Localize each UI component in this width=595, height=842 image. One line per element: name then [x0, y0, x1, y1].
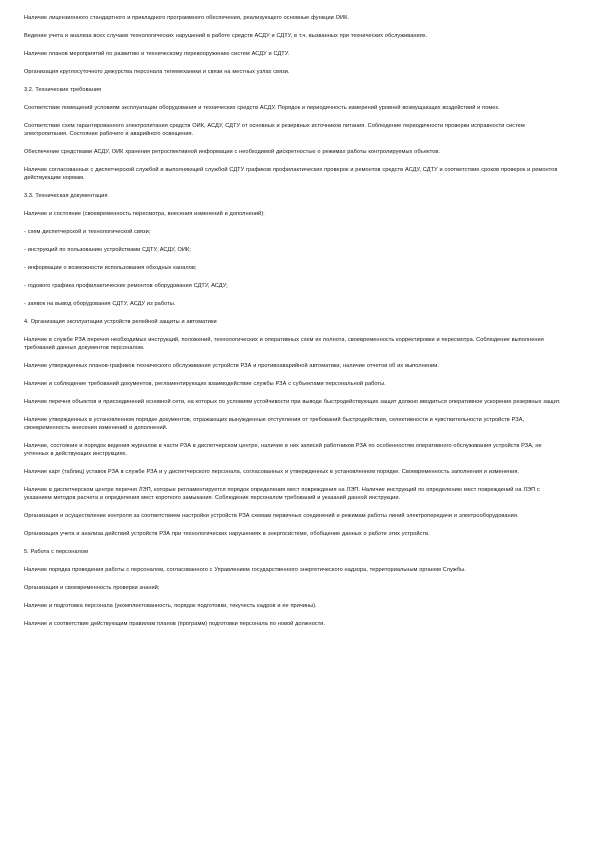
- paragraph-premises-conditions: Соответствие помещений условиям эксплуатации оборудования и технических средств АСДУ. Порядок и периодичность измерений уровней возмущающих воздействий и помех.: [24, 105, 500, 111]
- paragraph-maintenance-schedules: Наличие согласованных с диспетчерской службой и выполняющей службой СДТУ графиков профилактических проверок и ремонтов средств АСДУ, СДТУ и соответствие сроков проверок и ремонтов действующим нормам.: [24, 167, 558, 181]
- paragraph-rza-analysis: Организация учета и анализа действий устройств РЗА при технологических нарушениях в энергосистеме, обобщение данных о работе этих устройств.: [24, 531, 430, 537]
- section-heading-4: 4. Организация эксплуатации устройств релейной защиты и автоматики: [24, 319, 217, 325]
- paragraph-duty-organization: Организация круглосуточного дежурства персонала телемеханики и связи на местных узлах связи.: [24, 69, 290, 75]
- paragraph-retrospective-info: Обеспечение средствами АСДУ, ОИК хранения ретроспективной информации с необходимой дискретностью о режимах работы контролируемых объектов.: [24, 149, 440, 155]
- document-page: [24, 14, 564, 638]
- paragraph-personnel-procedure: Наличие порядка проведения работы с персоналом, согласованного с Управлением государственного энергетического надзора, территориальным органом Службы.: [24, 567, 466, 573]
- paragraph-power-supply: Соответствие схем гарантированного электропитания средств ОИК, АСДУ, СДТУ от основных и резервных источников питания. Соблюдение периодичности проверки исправности систем электропитания. Состояние рабочего и аварийного освещения.: [24, 123, 525, 137]
- paragraph-documentation-state: Наличие и состояние (своевременность пересмотра, внесения изменений и дополнений):: [24, 211, 265, 217]
- paragraph-rza-instructions: Наличие в службе РЗА перечня необходимых инструкций, положений, технологических и оперативных схем их полнота, своевременность корректировки и пересмотра. Соблюдение выполнения требований данных документов персоналом.: [24, 337, 544, 351]
- list-item-bypass-channels: - информации о возможности использования обходных каналов;: [24, 265, 197, 271]
- list-item-annual-schedule: - годового графика профилактических ремонтов оборудования СДТУ, АСДУ;: [24, 283, 228, 289]
- paragraph-training-programs: Наличие и соответствие действующим правилам планов (программ) подготовки персонала по новой должности.: [24, 621, 326, 627]
- section-heading-3-2: 3.2. Технические требования: [24, 87, 102, 93]
- list-item-schemes: - схем диспетчерской и технологической связи;: [24, 229, 151, 235]
- paragraph-rza-plans: Наличие утвержденных планов-графиков технического обслуживания устройств РЗА и противоаварийной автоматики, наличие отчетов об их выполнении.: [24, 363, 439, 369]
- paragraph-knowledge-checks: Организация и своевременность проверки знаний;: [24, 585, 160, 591]
- section-heading-3-3: 3.3. Техническая документация: [24, 193, 108, 199]
- paragraph-rza-interaction: Наличие и соблюдение требований документов, регламентирующих взаимодействие службы РЗА с субъектами персональной работы.: [24, 381, 386, 387]
- section-heading-5: 5. Работа с персоналом: [24, 549, 88, 555]
- paragraph-settings-control: Организация и осуществление контроля за соответствием настройки устройств РЗА схемам первичных соединений и режимам работы линий электропередачи и электрооборудования.: [24, 513, 519, 519]
- list-item-instructions: - инструкций по пользованию устройствами СДТУ, АСДУ, ОИК;: [24, 247, 191, 253]
- paragraph-oik-software: Наличие лицензионного стандартного и прикладного программного обеспечения, реализующего основные функции ОИК.: [24, 15, 350, 21]
- paragraph-personnel-training: Наличие и подготовка персонала (укомплектованность, порядок подготовки, текучесть кадров и ее причины).: [24, 603, 317, 609]
- paragraph-objects-list: Наличие перечня объектов и присоединений основной сети, на которых по условиям устойчивости при выводе быстродействующих защит должно вводиться оперативное ускорение резервных защит.: [24, 399, 561, 405]
- list-item-requests: - заявок на вывод оборудования СДТУ, АСДУ из работы.: [24, 301, 176, 307]
- paragraph-settings-maps: Наличие карт (таблиц) уставок РЗА в службе РЗА и у диспетчерского персонала, согласованных и утвержденных в установленном порядке. Своевременность заполнения и изменения.: [24, 469, 520, 475]
- paragraph-incident-accounting: Ведение учета и анализа всех случаев технологических нарушений в работе средств АСДУ и СДТУ, в т.ч. вызванных при технических обслуживаниях.: [24, 33, 428, 39]
- paragraph-line-fault-location: Наличие в диспетчерском центре перечня ЛЭП, которые регламентируется порядок определения мест повреждения на ЛЭП. Наличие инструкций по определению мест повреждений на ЛЭП с указанием методов расчета и определения мест короткого замыкания. Соблюдение персоналом требований и указаний данной инструкции.: [24, 487, 540, 501]
- paragraph-approved-documents: Наличие утвержденных в установленном порядке документов, отражающих вынужденные отступления от требований быстродействия, селективности и чувствительности устройств РЗА, своевременность внесения изменений и дополнений.: [24, 417, 525, 431]
- paragraph-development-plans: Наличие планов мероприятий по развитию и техническому перевооружению систем АСДУ и СДТУ.: [24, 51, 290, 57]
- paragraph-journals: Наличие, состояние и порядок ведения журналов в части РЗА в диспетчерском центре, наличие в них записей работников РЗА по особенностям оперативного обслуживания устройств РЗА, не учтенных в действующих инструкциях.: [24, 443, 542, 457]
